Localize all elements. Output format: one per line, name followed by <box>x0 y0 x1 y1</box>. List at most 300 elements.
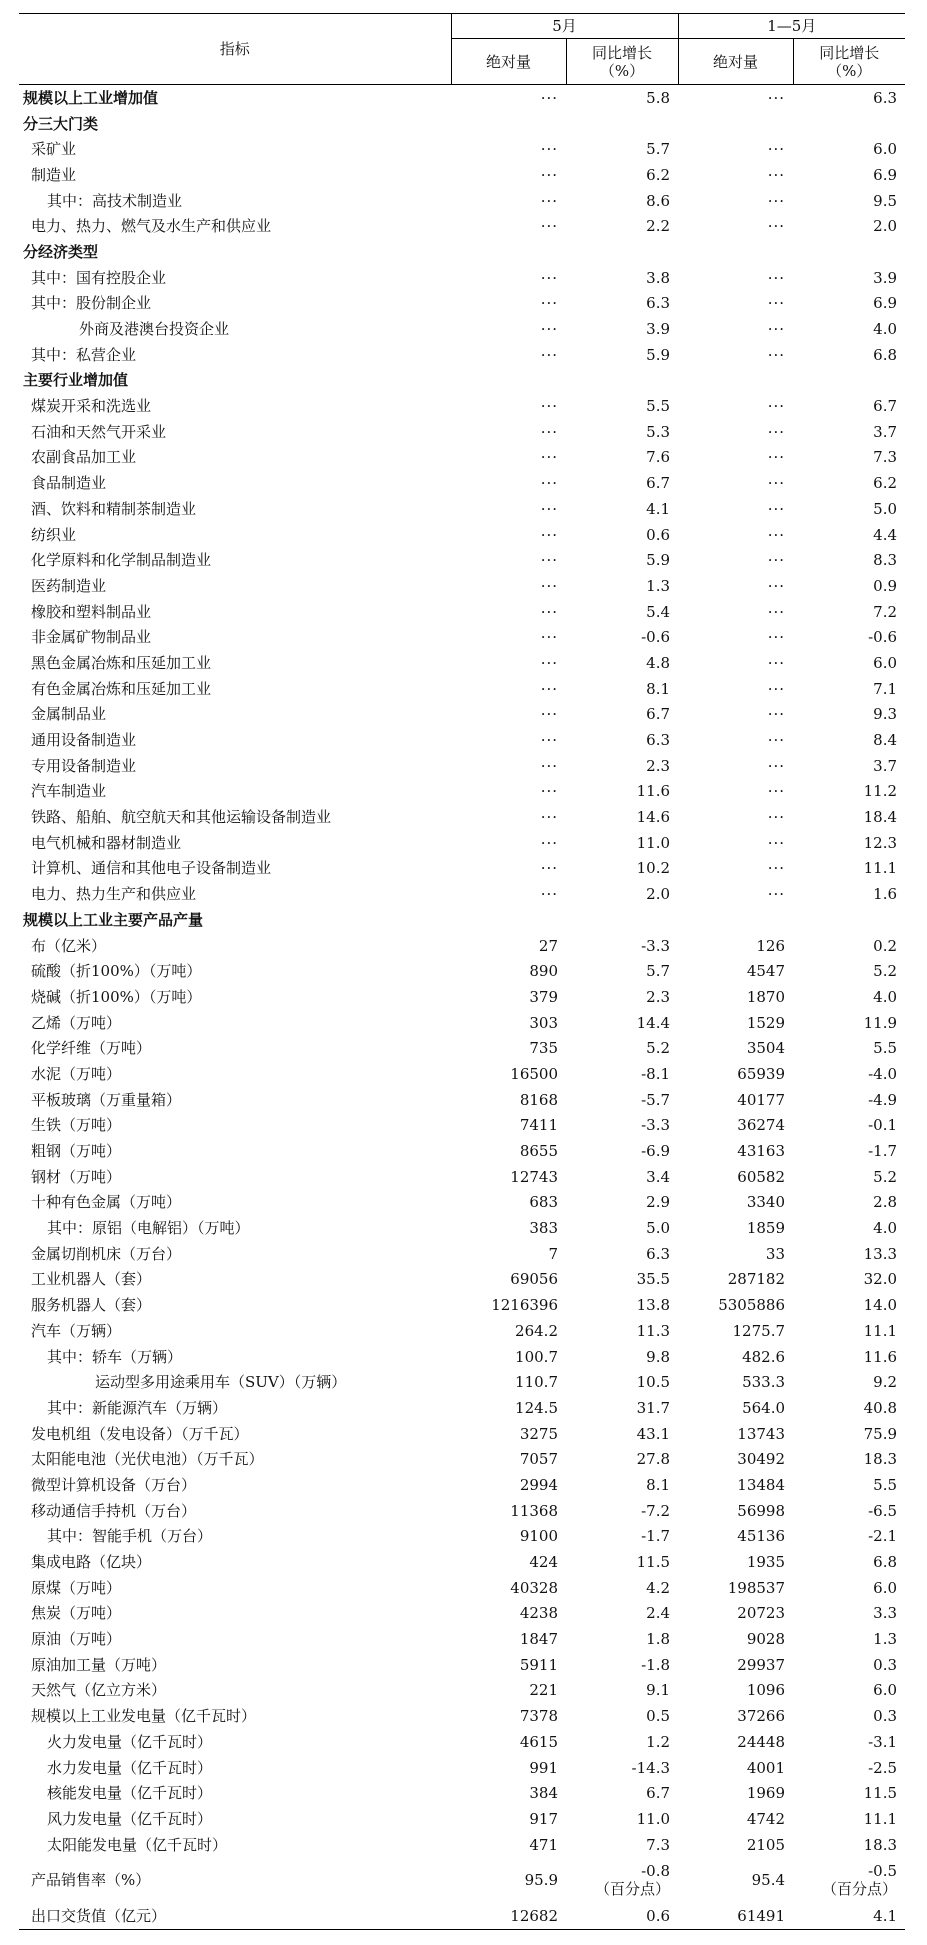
table-row <box>19 265 905 291</box>
row-label: 规模以上工业增加值 <box>23 88 159 107</box>
indicator-header: 指标 <box>19 14 451 85</box>
may-yoy-cell: 0.5 <box>646 1707 671 1726</box>
row-label: 其中：私营企业 <box>31 345 137 364</box>
may-absolute-cell: ··· <box>540 551 558 570</box>
may-yoy-cell: 3.9 <box>646 320 671 339</box>
may-yoy-cell: 4.8 <box>646 653 671 672</box>
table-row <box>19 1780 905 1806</box>
may-yoy-cell: -3.3 <box>641 936 671 955</box>
may-yoy-cell: 35.5 <box>636 1270 671 1289</box>
jan-may-absolute-cell: ··· <box>767 165 786 184</box>
table-row <box>19 881 905 907</box>
jan-may-yoy-cell: -0.6 <box>868 628 898 647</box>
jan-may-yoy-cell: 11.1 <box>863 1809 898 1828</box>
jan-may-yoy-cell: 6.8 <box>873 345 898 364</box>
table-row <box>19 136 905 162</box>
table-row <box>19 496 905 522</box>
table-row <box>19 1241 905 1267</box>
table-row <box>19 624 905 650</box>
jan-may-absolute-cell: 1096 <box>746 1681 786 1700</box>
jan-may-absolute-cell: 13743 <box>737 1424 786 1443</box>
jan-may-yoy-cell: 11.9 <box>863 1013 898 1032</box>
table-row <box>19 316 905 342</box>
may-yoy-cell: 13.8 <box>636 1296 671 1315</box>
may-absolute-cell: ··· <box>540 782 558 801</box>
jan-may-yoy-cell: -0.1 <box>868 1116 898 1135</box>
jan-may-yoy-cell: 6.0 <box>873 653 898 672</box>
row-label: 有色金属冶炼和压延加工业 <box>31 679 212 698</box>
may-absolute-cell: 9100 <box>519 1527 558 1546</box>
row-label: 出口交货值（亿元） <box>31 1907 167 1926</box>
jan-may-yoy-cell: 18.3 <box>863 1835 898 1854</box>
row-label: 电气机械和器材制造业 <box>31 833 182 852</box>
may-yoy-cell: 6.2 <box>646 165 671 184</box>
section-row <box>19 111 905 137</box>
row-label: 乙烯（万吨） <box>31 1013 122 1032</box>
may-absolute-cell: ··· <box>540 525 558 544</box>
may-absolute-cell: 890 <box>529 962 558 981</box>
row-label: 其中：原铝（电解铝）（万吨） <box>47 1219 250 1238</box>
table-row <box>19 779 905 805</box>
may-yoy-cell: 3.4 <box>646 1167 671 1186</box>
row-label: 集成电路（亿块） <box>31 1553 152 1572</box>
table-row <box>19 1138 905 1164</box>
may-yoy-cell: -1.7 <box>641 1527 671 1546</box>
may-yoy-cell: 11.3 <box>636 1321 671 1340</box>
table-row <box>19 445 905 471</box>
jan-may-absolute-cell: 3504 <box>746 1039 786 1058</box>
row-label: 核能发电量（亿千瓦时） <box>47 1784 213 1803</box>
may-absolute-cell: 424 <box>529 1553 558 1572</box>
jan-may-yoy-cell: -2.5 <box>868 1758 898 1777</box>
may-absolute-cell <box>451 368 566 394</box>
yoy-unit: （%） <box>599 61 645 80</box>
may-absolute-cell: 384 <box>529 1784 558 1803</box>
row-label: 规模以上工业发电量（亿千瓦时） <box>31 1707 257 1726</box>
row-label: 微型计算机设备（万台） <box>31 1475 197 1494</box>
may-absolute-cell: 8168 <box>519 1090 558 1109</box>
row-label: 焦炭（万吨） <box>31 1604 122 1623</box>
may-yoy-cell <box>566 368 678 394</box>
jan-may-yoy-cell: -6.5 <box>868 1501 898 1520</box>
table-row <box>19 830 905 856</box>
jan-may-yoy-cell: 3.3 <box>873 1604 898 1623</box>
jan-may-absolute-cell: 564.0 <box>742 1398 786 1417</box>
jan-may-absolute-cell: 4742 <box>746 1809 786 1828</box>
jan-may-absolute-cell: 60582 <box>737 1167 786 1186</box>
table-row <box>19 1549 905 1575</box>
may-absolute-cell: 7 <box>548 1244 558 1263</box>
may-yoy-cell: -3.3 <box>641 1116 671 1135</box>
may-yoy-cell: 1.3 <box>646 576 671 595</box>
row-label: 太阳能发电量（亿千瓦时） <box>47 1835 228 1854</box>
jan-may-yoy-cell: 8.4 <box>873 731 898 750</box>
table-row <box>19 342 905 368</box>
may-absolute-cell: 12682 <box>510 1907 558 1926</box>
jan-may-yoy-cell: 5.2 <box>873 962 898 981</box>
may-yoy-cell <box>566 907 678 933</box>
may-yoy-cell: -7.2 <box>641 1501 671 1520</box>
may-yoy-cell: 6.3 <box>646 294 671 313</box>
jan-may-yoy-cell: 14.0 <box>863 1296 898 1315</box>
jan-may-absolute-cell: 1275.7 <box>732 1321 786 1340</box>
may-yoy-cell: 11.5 <box>636 1553 671 1572</box>
table-row <box>19 1832 905 1858</box>
may-absolute-cell: 95.9 <box>524 1871 558 1890</box>
row-label: 原油加工量（万吨） <box>31 1655 167 1674</box>
jan-may-yoy-cell: 9.5 <box>873 191 898 210</box>
may-yoy-cell: 9.1 <box>646 1681 671 1700</box>
jan-may-absolute-cell: ··· <box>767 140 786 159</box>
table-row <box>19 984 905 1010</box>
table-header <box>19 14 905 85</box>
row-label: 原煤（万吨） <box>31 1578 122 1597</box>
row-label: 制造业 <box>31 165 77 184</box>
table-row <box>19 1446 905 1472</box>
jan-may-absolute-cell <box>678 239 793 265</box>
jan-may-absolute-cell: 56998 <box>737 1501 786 1520</box>
may-absolute-cell: ··· <box>540 705 558 724</box>
table-row <box>19 1113 905 1139</box>
may-absolute-cell: 16500 <box>510 1064 558 1083</box>
row-label: 采矿业 <box>31 140 77 159</box>
row-label: 运动型多用途乘用车（SUV）（万辆） <box>95 1373 347 1392</box>
row-label: 食品制造业 <box>31 474 107 493</box>
table-row <box>19 1087 905 1113</box>
row-label: 硫酸（折100%）（万吨） <box>31 962 202 981</box>
may-absolute-cell: 471 <box>529 1835 558 1854</box>
jan-may-yoy-cell: 2.8 <box>873 1193 898 1212</box>
jan-may-yoy-cell: 11.1 <box>863 859 898 878</box>
row-label: 黑色金属冶炼和压延加工业 <box>31 653 212 672</box>
may-absolute-cell: 383 <box>529 1219 558 1238</box>
may-absolute-cell: 8655 <box>519 1142 558 1161</box>
table-row <box>19 1369 905 1395</box>
jan-may-absolute-cell: ··· <box>767 294 786 313</box>
row-label: 通用设备制造业 <box>31 731 137 750</box>
jan-may-absolute-cell: ··· <box>767 551 786 570</box>
may-absolute-cell: 303 <box>529 1013 558 1032</box>
jan-may-absolute-cell: ··· <box>767 602 786 621</box>
may-absolute-cell <box>451 907 566 933</box>
table-row <box>19 599 905 625</box>
may-absolute-cell: ··· <box>540 833 558 852</box>
jan-may-absolute-cell: 482.6 <box>742 1347 786 1366</box>
may-absolute-cell: 40328 <box>510 1578 558 1597</box>
table-row <box>19 1164 905 1190</box>
section-row <box>19 85 905 111</box>
table-row <box>19 1421 905 1447</box>
table-row <box>19 958 905 984</box>
jan-may-absolute-cell: ··· <box>767 397 786 416</box>
may-absolute-cell: 4238 <box>519 1604 558 1623</box>
table-row <box>19 573 905 599</box>
jan-may-yoy-cell: 0.3 <box>873 1655 898 1674</box>
may-absolute-cell: ··· <box>540 859 558 878</box>
value: -0.8 <box>641 1862 671 1881</box>
jan-may-absolute-cell: ··· <box>767 859 786 878</box>
row-label: 平板玻璃（万重量箱） <box>31 1090 182 1109</box>
table-row <box>19 1035 905 1061</box>
table-row <box>19 804 905 830</box>
jan-may-yoy-cell: -4.0 <box>868 1064 898 1083</box>
may-absolute-cell: 124.5 <box>515 1398 558 1417</box>
row-label: 分三大门类 <box>23 114 99 133</box>
may-yoy-cell: 5.7 <box>646 962 671 981</box>
jan-may-absolute-cell: ··· <box>767 705 786 724</box>
value-unit: （百分点） <box>822 1880 898 1899</box>
table-row <box>19 702 905 728</box>
table-row <box>19 188 905 214</box>
jan-may-yoy-cell: 9.2 <box>873 1373 898 1392</box>
jan-may-absolute-cell: ··· <box>767 808 786 827</box>
jan-may-absolute-cell: ··· <box>767 628 786 647</box>
jan-may-yoy-cell: -2.1 <box>868 1527 898 1546</box>
may-absolute-cell <box>451 111 566 137</box>
row-label: 医药制造业 <box>31 576 107 595</box>
may-absolute-cell: 7057 <box>519 1450 558 1469</box>
may-absolute-cell: 69056 <box>510 1270 558 1289</box>
stacked-value <box>822 1862 897 1898</box>
table-row <box>19 1575 905 1601</box>
row-label: 石油和天然气开采业 <box>31 422 167 441</box>
table-row <box>19 933 905 959</box>
jan-may-yoy-cell: 6.9 <box>873 294 898 313</box>
jan-may-absolute-cell: ··· <box>767 320 786 339</box>
jan-may-absolute-cell: ··· <box>767 525 786 544</box>
may-yoy-cell: -14.3 <box>631 1758 671 1777</box>
jan-may-absolute-cell: ··· <box>767 448 786 467</box>
jan-may-absolute-cell: 198537 <box>727 1578 786 1597</box>
jan-may-absolute-cell: ··· <box>767 756 786 775</box>
row-label: 分经济类型 <box>23 242 99 261</box>
table-row <box>19 1755 905 1781</box>
may-absolute-cell: 379 <box>529 987 558 1006</box>
jan-may-absolute-cell: ··· <box>767 885 786 904</box>
may-absolute-cell: ··· <box>540 448 558 467</box>
may-absolute-cell: 2994 <box>519 1475 558 1494</box>
jan-may-absolute-cell: 45136 <box>737 1527 786 1546</box>
table-row <box>19 727 905 753</box>
may-yoy-cell: 11.6 <box>636 782 671 801</box>
may-absolute-cell: ··· <box>540 576 558 595</box>
may-yoy-cell: 5.0 <box>646 1219 671 1238</box>
may-absolute-cell: 264.2 <box>515 1321 558 1340</box>
jan-may-yoy-cell: 4.0 <box>873 987 898 1006</box>
yoy-header-jan-may <box>793 39 905 85</box>
row-label: 太阳能电池（光伏电池）（万千瓦） <box>31 1450 264 1469</box>
yoy-label: 同比增长 <box>592 43 653 62</box>
row-label: 布（亿米） <box>31 936 107 955</box>
may-absolute-cell: 110.7 <box>515 1373 558 1392</box>
jan-may-yoy-cell: 2.0 <box>873 217 898 236</box>
may-yoy-cell: 6.7 <box>646 1784 671 1803</box>
row-label: 风力发电量（亿千瓦时） <box>47 1809 213 1828</box>
may-yoy-cell: 5.9 <box>646 345 671 364</box>
row-label: 其中：新能源汽车（万辆） <box>47 1398 228 1417</box>
jan-may-absolute-cell: 43163 <box>737 1142 786 1161</box>
may-absolute-cell: ··· <box>540 422 558 441</box>
table-row <box>19 1601 905 1627</box>
may-yoy-cell: 8.6 <box>646 191 671 210</box>
table-row <box>19 1292 905 1318</box>
row-label: 专用设备制造业 <box>31 756 137 775</box>
row-label: 纺织业 <box>31 525 77 544</box>
jan-may-yoy-cell: 4.1 <box>873 1907 898 1926</box>
jan-may-absolute-cell: 533.3 <box>742 1373 786 1392</box>
jan-may-yoy-cell <box>793 368 905 394</box>
row-label: 发电机组（发电设备）（万千瓦） <box>31 1424 249 1443</box>
row-label: 化学纤维（万吨） <box>31 1039 152 1058</box>
jan-may-yoy-cell: 4.0 <box>873 1219 898 1238</box>
jan-may-yoy-cell: 0.3 <box>873 1707 898 1726</box>
jan-may-absolute-cell: ··· <box>767 782 786 801</box>
may-absolute-cell <box>451 239 566 265</box>
jan-may-absolute-cell: 9028 <box>746 1630 786 1649</box>
table-row <box>19 1395 905 1421</box>
table-row <box>19 1652 905 1678</box>
table-row <box>19 1857 905 1903</box>
table-row <box>19 1626 905 1652</box>
may-yoy-cell <box>566 239 678 265</box>
row-label: 汽车制造业 <box>31 782 107 801</box>
jan-may-absolute-cell: 1529 <box>746 1013 786 1032</box>
may-absolute-cell: ··· <box>540 679 558 698</box>
table-row <box>19 1010 905 1036</box>
yoy-unit: （%） <box>827 61 872 80</box>
table-row <box>19 162 905 188</box>
jan-may-yoy-cell: 5.5 <box>873 1039 898 1058</box>
table-row <box>19 1215 905 1241</box>
industrial-statistics-table <box>19 13 905 1930</box>
table-row <box>19 419 905 445</box>
row-label: 酒、饮料和精制茶制造业 <box>31 499 197 518</box>
may-yoy-cell: 5.8 <box>646 88 671 107</box>
may-absolute-cell: ··· <box>540 165 558 184</box>
may-yoy-cell: 1.2 <box>646 1732 671 1751</box>
table-row <box>19 753 905 779</box>
row-label: 外商及港澳台投资企业 <box>79 320 230 339</box>
may-absolute-cell: 3275 <box>519 1424 558 1443</box>
jan-may-yoy-cell <box>793 239 905 265</box>
row-label: 服务机器人（套） <box>31 1296 152 1315</box>
jan-may-yoy-cell: 1.3 <box>873 1630 898 1649</box>
section-row <box>19 907 905 933</box>
jan-may-absolute-cell: 29937 <box>737 1655 786 1674</box>
may-yoy-cell: 5.5 <box>646 397 671 416</box>
row-label: 生铁（万吨） <box>31 1116 122 1135</box>
may-absolute-cell: 683 <box>529 1193 558 1212</box>
jan-may-yoy-cell <box>793 1857 905 1903</box>
jan-may-yoy-cell: 13.3 <box>863 1244 898 1263</box>
jan-may-absolute-cell: 20723 <box>737 1604 786 1623</box>
may-absolute-cell: 917 <box>529 1809 558 1828</box>
may-absolute-cell: ··· <box>540 320 558 339</box>
jan-may-yoy-cell: 0.9 <box>873 576 898 595</box>
row-label: 煤炭开采和洗选业 <box>31 397 152 416</box>
jan-may-absolute-cell: 4547 <box>746 962 786 981</box>
jan-may-absolute-cell: 4001 <box>746 1758 786 1777</box>
abs-header-jan-may: 绝对量 <box>678 39 793 85</box>
jan-may-absolute-cell: 95.4 <box>751 1871 786 1890</box>
jan-may-absolute-cell: 40177 <box>737 1090 786 1109</box>
table-row <box>19 1318 905 1344</box>
jan-may-absolute-cell: ··· <box>767 268 786 287</box>
may-absolute-cell: ··· <box>540 140 558 159</box>
jan-may-absolute-cell: ··· <box>767 499 786 518</box>
row-label: 产品销售率（%） <box>31 1871 151 1890</box>
jan-may-yoy-cell <box>793 111 905 137</box>
table-row <box>19 1472 905 1498</box>
may-absolute-cell: 27 <box>538 936 558 955</box>
jan-may-yoy-cell: 75.9 <box>863 1424 898 1443</box>
may-yoy-cell: 8.1 <box>646 679 671 698</box>
may-yoy-cell: 2.3 <box>646 756 671 775</box>
may-yoy-cell: 2.3 <box>646 987 671 1006</box>
jan-may-yoy-cell: 4.4 <box>873 525 898 544</box>
jan-may-absolute-cell: ··· <box>767 576 786 595</box>
row-label: 电力、热力、燃气及水生产和供应业 <box>31 217 272 236</box>
may-absolute-cell: ··· <box>540 345 558 364</box>
may-yoy-cell: 9.8 <box>646 1347 671 1366</box>
jan-may-absolute-cell: ··· <box>767 731 786 750</box>
jan-may-absolute-cell: 126 <box>756 936 786 955</box>
row-label: 钢材（万吨） <box>31 1167 122 1186</box>
row-label: 工业机器人（套） <box>31 1270 152 1289</box>
may-absolute-cell: ··· <box>540 731 558 750</box>
row-label: 金属制品业 <box>31 705 107 724</box>
may-absolute-cell: 221 <box>529 1681 558 1700</box>
may-yoy-cell: 6.7 <box>646 705 671 724</box>
may-yoy-cell: 3.8 <box>646 268 671 287</box>
table-row <box>19 1061 905 1087</box>
jan-may-yoy-cell: 6.3 <box>873 88 898 107</box>
jan-may-yoy-cell: 9.3 <box>873 705 898 724</box>
table-row <box>19 856 905 882</box>
may-yoy-cell: 5.7 <box>646 140 671 159</box>
may-yoy-cell: 8.1 <box>646 1475 671 1494</box>
table-row <box>19 1729 905 1755</box>
may-absolute-cell: 7411 <box>519 1116 558 1135</box>
row-label: 其中：高技术制造业 <box>47 191 183 210</box>
may-yoy-cell <box>566 1857 678 1903</box>
table-row <box>19 1903 905 1929</box>
row-label: 水力发电量（亿千瓦时） <box>47 1758 213 1777</box>
jan-may-yoy-cell: 11.2 <box>863 782 898 801</box>
may-yoy-cell: 6.3 <box>646 731 671 750</box>
jan-may-yoy-cell: 6.7 <box>873 397 898 416</box>
jan-may-yoy-cell: 11.5 <box>863 1784 898 1803</box>
may-yoy-cell: 0.6 <box>646 1907 671 1926</box>
jan-may-yoy-cell <box>793 907 905 933</box>
jan-may-yoy-cell: 7.2 <box>873 602 898 621</box>
jan-may-absolute-cell: ··· <box>767 217 786 236</box>
may-absolute-cell: ··· <box>540 88 558 107</box>
may-absolute-cell: 735 <box>529 1039 558 1058</box>
jan-may-yoy-cell: 3.9 <box>873 268 898 287</box>
may-yoy-cell: 5.2 <box>646 1039 671 1058</box>
jan-may-yoy-cell: 5.0 <box>873 499 898 518</box>
row-label: 铁路、船舶、航空航天和其他运输设备制造业 <box>31 808 332 827</box>
jan-may-yoy-cell: 32.0 <box>863 1270 898 1289</box>
may-yoy-cell: 7.3 <box>646 1835 671 1854</box>
may-yoy-cell <box>566 111 678 137</box>
row-label: 水泥（万吨） <box>31 1064 122 1083</box>
jan-may-yoy-cell: 11.1 <box>863 1321 898 1340</box>
jan-may-yoy-cell: 6.0 <box>873 1681 898 1700</box>
table-row <box>19 213 905 239</box>
row-label: 原油（万吨） <box>31 1630 122 1649</box>
